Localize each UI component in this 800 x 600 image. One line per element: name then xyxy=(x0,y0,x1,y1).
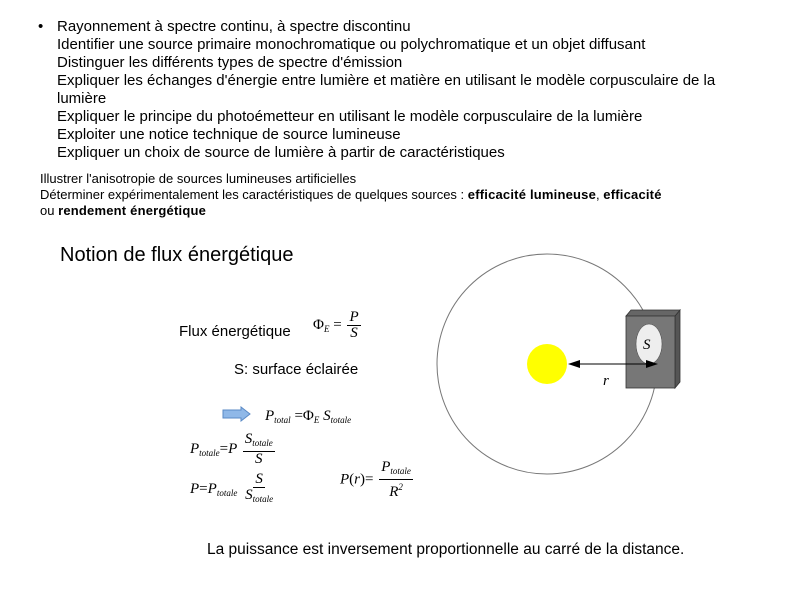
bullet-icon: • xyxy=(38,18,44,35)
subscript-totale: totale xyxy=(216,487,238,498)
p-symbol: P xyxy=(190,480,200,497)
denominator xyxy=(387,480,405,500)
objective-line: Identifier une source primaire monochromatique ou polychromatique et un objet diffusant xyxy=(57,36,646,53)
fraction xyxy=(347,310,360,341)
numerator: S xyxy=(255,471,263,487)
section-title: Notion de flux énergétique xyxy=(60,244,294,266)
p-symbol: P xyxy=(228,440,238,457)
numerator: P xyxy=(349,309,359,325)
phi-subscript: E xyxy=(323,323,330,334)
fraction xyxy=(243,472,275,507)
surface-label: S: surface éclairée xyxy=(234,361,359,378)
objective-line: lumière xyxy=(57,90,107,107)
subscript-totale: totale xyxy=(330,415,352,425)
surface-symbol: S xyxy=(643,337,651,353)
light-source xyxy=(527,344,567,384)
denominator: S xyxy=(255,451,263,467)
distance-symbol: r xyxy=(603,373,609,389)
r-symbol: r xyxy=(354,471,361,488)
flux-diagram xyxy=(430,250,690,490)
right-arrow-icon xyxy=(222,406,252,422)
equals-sign: = xyxy=(219,440,229,457)
paren: ( xyxy=(349,471,355,488)
subscript-totale: totale xyxy=(252,494,274,504)
separator: , xyxy=(596,187,604,202)
equation-ptotale xyxy=(190,432,277,467)
sub-objective-line: Illustrer l'anisotropie de sources lumineuses artificielles xyxy=(40,171,357,186)
plate-side xyxy=(675,310,680,388)
paren: ) xyxy=(360,471,366,488)
denominator: S xyxy=(350,325,358,341)
subscript-totale: totale xyxy=(252,438,273,448)
objective-line: Expliquer le principe du photoémetteur en utilisant le modèle corpusculaire de la lumière xyxy=(57,108,643,125)
subscript-total: total xyxy=(274,415,291,425)
objective-line: Expliquer les échanges d'énergie entre lumière et matière en utilisant le modèle corpusculaire de la xyxy=(57,72,716,89)
arrowhead-left xyxy=(568,360,580,368)
sub-text: ou xyxy=(40,203,59,218)
p-symbol: P xyxy=(190,440,200,457)
subscript-totale: totale xyxy=(199,447,220,458)
numerator xyxy=(379,460,413,480)
p-symbol: P xyxy=(265,408,275,424)
keyword-efficacite: efficacité xyxy=(603,187,662,202)
denominator xyxy=(243,488,275,507)
keyword-efficacite-lumineuse: efficacité lumineuse xyxy=(467,187,597,202)
exponent: 2 xyxy=(398,482,403,492)
fraction xyxy=(379,460,413,500)
equation-ptotal xyxy=(265,408,351,425)
equation-p xyxy=(190,472,277,507)
equation-flux xyxy=(313,310,363,341)
equation-pr xyxy=(340,460,415,500)
s-symbol: S xyxy=(323,408,331,424)
equals-sign: = xyxy=(199,480,208,497)
fraction xyxy=(243,432,275,467)
sub-objective-line xyxy=(40,187,780,203)
equals-sign: = xyxy=(365,471,374,488)
flux-label: Flux énergétique xyxy=(179,323,291,340)
objective-line: Rayonnement à spectre continu, à spectre discontinu xyxy=(57,18,411,35)
sub-objectives xyxy=(40,171,780,219)
equals-sign: = xyxy=(294,408,303,424)
keyword-rendement: rendement énergétique xyxy=(58,203,207,218)
sub-text: Déterminer expérimentalement les caractéristiques de quelques sources : xyxy=(40,187,468,202)
objective-line: Distinguer les différents types de spectre d'émission xyxy=(57,54,403,71)
r-capital-symbol: R xyxy=(389,484,399,500)
phi-symbol: Φ xyxy=(302,408,314,424)
objective-line: Expliquer un choix de source de lumière à partir de caractéristiques xyxy=(57,144,505,161)
plate-top xyxy=(626,310,680,316)
s-symbol: S xyxy=(245,487,253,503)
s-symbol: S xyxy=(244,431,253,447)
conclusion-text: La puissance est inversement proportionnelle au carré de la distance. xyxy=(207,541,685,558)
sub-objective-line xyxy=(40,203,780,219)
objectives-list xyxy=(38,18,715,162)
subscript-totale: totale xyxy=(390,466,411,476)
phi-symbol: Φ xyxy=(313,316,324,333)
p-symbol: P xyxy=(381,459,391,475)
p-symbol: P xyxy=(340,471,350,488)
objective-line: Exploiter une notice technique de source lumineuse xyxy=(57,126,401,143)
equals-sign: = xyxy=(333,316,342,333)
phi-subscript: E xyxy=(313,415,320,425)
numerator xyxy=(243,432,275,452)
p-symbol: P xyxy=(207,480,217,497)
